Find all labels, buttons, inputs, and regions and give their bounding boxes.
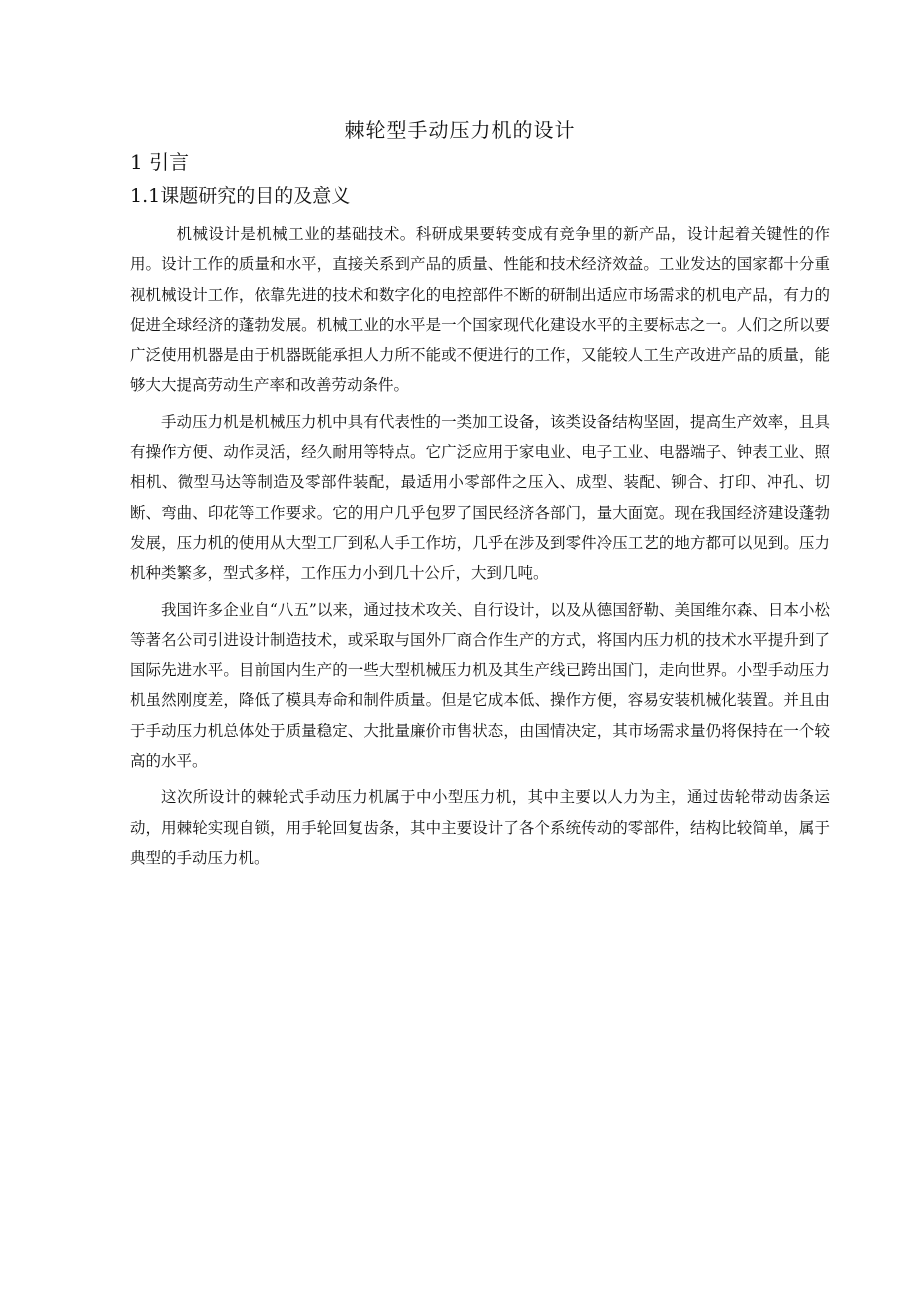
section-heading: 1 引言 bbox=[130, 150, 190, 174]
paragraph: 这次所设计的棘轮式手动压力机属于中小型压力机，其中主要以人力为主，通过齿轮带动齿条运动，用棘轮实现自锁，用手轮回复齿条，其中主要设计了各个系统传动的零部件，结构比较简单，属于典型的手动压力机。 bbox=[130, 788, 830, 867]
paragraph: 我国许多企业自“八五”以来，通过技术攻关、自行设计，以及从德国舒勒、美国维尔森、日本小松等著名公司引进设计制造技术，或采取与国外厂商合作生产的方式，将国内压力机的技术水平提升到了国际先进水平。目前国内生产的一些大型机械压力机及其生产线已跨出国门，走向世界。小型手动压力机虽然刚度差，降低了模具寿命和制件质量。但是它成本低、操作方便，容易安装机械化装置。并且由于手动压力机总体处于质量稳定、大批量廉价市售状态，由国情决定，其市场需求量仍将保持在一个较高的水平。 bbox=[130, 600, 830, 771]
paragraph: 手动压力机是机械压力机中具有代表性的一类加工设备，该类设备结构坚固，提高生产效率，且具有操作方便、动作灵活，经久耐用等特点。它广泛应用于家电业、电子工业、电器端子、钟表工业、照相机、微型马达等制造及零部件装配，最适用小零部件之压入、成型、装配、铆合、打印、冲孔、切断、弯曲、印花等工作要求。它的用户几乎包罗了国民经济各部门，量大面宽。现在我国经济建设蓬勃发展，压力机的使用从大型工厂到私人手工作坊，几乎在涉及到零件冷压工艺的地方都可以见到。压力机种类繁多，型式多样，工作压力小到几十公斤，大到几吨。 bbox=[130, 412, 830, 583]
document-title: 棘轮型手动压力机的设计 bbox=[344, 118, 576, 142]
subsection-heading: 1.1课题研究的目的及意义 bbox=[130, 185, 351, 207]
body-text bbox=[130, 219, 830, 879]
paragraph: 机械设计是机械工业的基础技术。科研成果要转变成有竞争里的新产品，设计起着关键性的作用。设计工作的质量和水平，直接关系到产品的质量、性能和技术经济效益。工业发达的国家都十分重视机械设计工作，依靠先进的技术和数字化的电控部件不断的研制出适应市场需求的机电产品，有力的促进全球经济的蓬勃发展。机械工业的水平是一个国家现代化建设水平的主要标志之一。人们之所以要广泛使用机器是由于机器既能承担人力所不能或不便进行的工作，又能较人工生产改进产品的质量，能够大大提高劳动生产率和改善劳动条件。 bbox=[130, 225, 830, 395]
